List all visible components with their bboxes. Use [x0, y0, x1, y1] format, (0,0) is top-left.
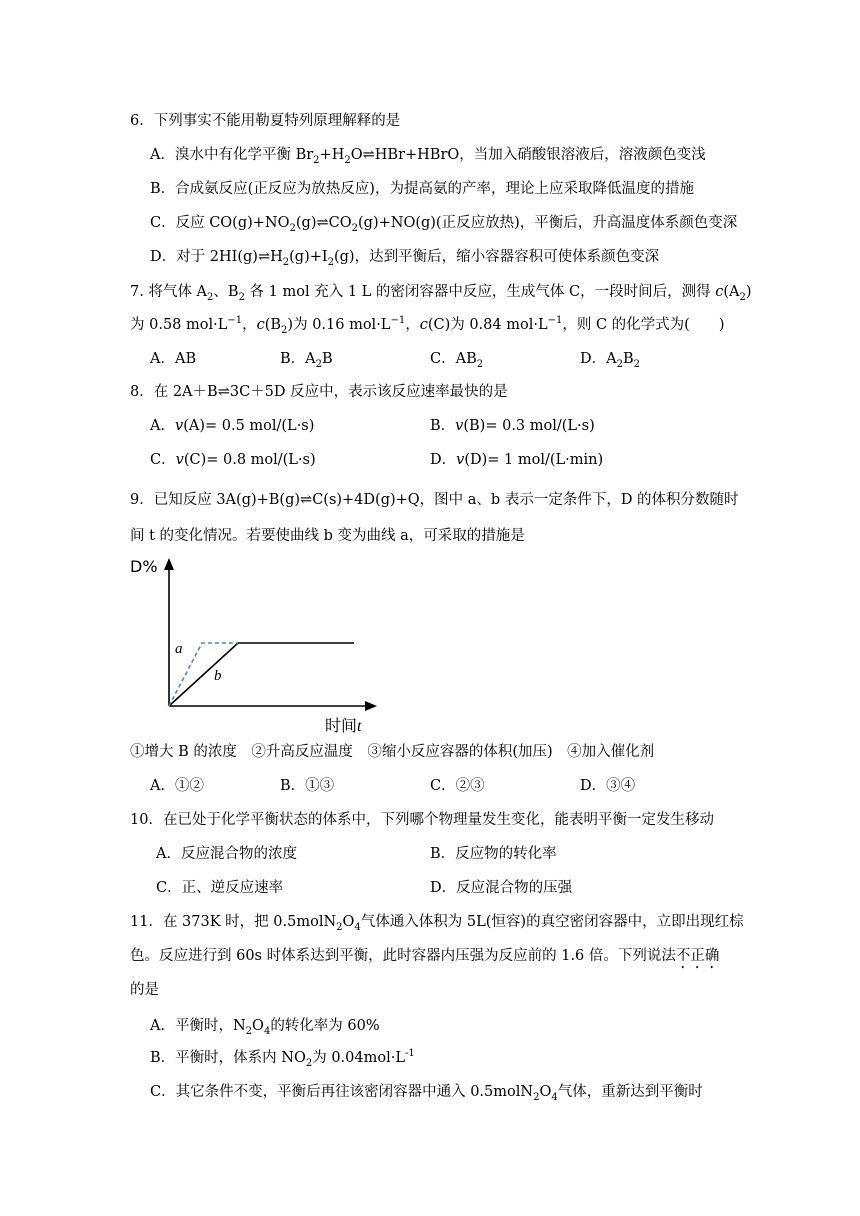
- q7-option-a: A．AB: [150, 351, 197, 367]
- q9-stem-line2: 间 t 的变化情况。若要使曲线 b 变为曲线 a，可采取的措施是: [130, 528, 525, 544]
- q10-stem: 10．在已处于化学平衡状态的体系中，下列哪个物理量发生变化，能表明平衡一定发生移动: [130, 812, 714, 828]
- q7-option-c: C．$AB_2$: [430, 351, 484, 370]
- equilibrium-arrow-icon: ⇌: [362, 147, 375, 163]
- q11-option-a: A．平衡时，$N_2O_4$的转化率为 60%: [150, 1018, 380, 1037]
- y-axis-arrow-icon: [164, 558, 174, 570]
- q11-option-b: B．平衡时，体系内 $NO_2$为 $0.04mol\cdot L^{-1}$: [150, 1048, 415, 1069]
- q9-measures: ①增大 B 的浓度 ②升高反应温度 ③缩小反应容器的体积(加压) ④加入催化剂: [130, 744, 655, 760]
- q10-option-d: D．反应混合物的压强: [430, 880, 573, 896]
- x-axis-label: 时间t: [325, 716, 362, 735]
- q11-stem-line3: 的是: [130, 982, 159, 998]
- x-axis-arrow-icon: [365, 701, 377, 711]
- equilibrium-arrow-icon: ⇌: [217, 384, 230, 400]
- q10-option-b: B．反应物的转化率: [430, 846, 557, 862]
- q6-option-c: C．反应 $CO(g)+NO_2(g)\rightleftharpoons CO_2(g)+NO(g)$(正反应放热)，平衡后，升高温度体系颜色变深: [150, 215, 738, 234]
- equilibrium-arrow-icon: ⇌: [300, 492, 313, 508]
- q9-option-a: A．①②: [150, 778, 204, 794]
- q8-option-b: B．v(B)= 0.3 mol/(L·s): [430, 418, 595, 434]
- q9-option-b: B．①③: [280, 778, 335, 794]
- q7-option-d: D．$A_2B_2$: [580, 351, 641, 370]
- q6-option-d: D．对于 $2HI(g)\rightleftharpoons H_2(g)+I_2(g)$，达到平衡后，缩小容器容积可使体系颜色变深: [150, 249, 660, 268]
- q9-graph: [120, 556, 390, 736]
- curve-b-label: b: [214, 668, 222, 684]
- q11-stem-line2: 色。反应进行到 60s 时体系达到平衡，此时容器内压强为反应前的 1.6 倍。下列说法不正确: [130, 948, 720, 964]
- q9-stem-line1: 9．已知反应 3A(g)+B(g)⇌C(s)+4D(g)+Q，图中 a、b 表示一定条件下，D 的体积分数随时: [130, 492, 739, 508]
- equilibrium-arrow-icon: ⇌: [316, 215, 329, 231]
- emphasis-text: 不正确: [675, 948, 720, 964]
- y-axis-label: D%: [130, 557, 158, 576]
- q9-option-d: D．③④: [580, 778, 636, 794]
- curve-b-line: [169, 643, 354, 706]
- q8-option-d: D．v(D)= 1 mol/(L·min): [430, 452, 604, 468]
- curve-a-label: a: [175, 641, 183, 657]
- q7-stem-line1: 7. 将气体 $A_2$、$B_2$ 各 1 mol 充入 1 L 的密闭容器中反应，生成气体 C，一段时间后，测得 $c(A_2)$: [130, 284, 752, 303]
- equilibrium-arrow-icon: ⇌: [257, 249, 271, 265]
- q9-option-c: C．②③: [430, 778, 485, 794]
- q8-stem: 8．在 2A＋B⇌3C＋5D 反应中，表示该反应速率最快的是: [130, 384, 508, 400]
- q7-stem-line2: 为 0.58 $mol\cdot L^{-1}$，$c(B_2)$为 0.16 $mol\cdot L^{-1}$，c(C)为 0.84 $mol\cdot L^{-1}$，则 C 的化学式为( ): [130, 315, 725, 336]
- q11-stem-line1: 11．在 373K 时，把 $0.5molN_2O_4$气体通入体积为 5L(恒容)的真空密闭容器中，立即出现红棕: [130, 914, 744, 933]
- q7-option-b: B．$A_2B$: [280, 351, 333, 370]
- q6-stem: 6．下列事实不能用勒夏特列原理解释的是: [130, 113, 401, 129]
- q10-option-a: A．反应混合物的浓度: [156, 846, 297, 862]
- q8-option-c: C．v(C)= 0.8 mol/(L·s): [150, 452, 316, 468]
- q10-option-c: C．正、逆反应速率: [156, 880, 284, 896]
- q11-option-c: C．其它条件不变，平衡后再往该密闭容器中通入 $0.5molN_2O_4$气体，重新达到平衡时: [150, 1084, 703, 1103]
- q8-option-a: A．v(A)= 0.5 mol/(L·s): [150, 418, 315, 434]
- q6-option-b: B．合成氨反应(正反应为放热反应)，为提高氨的产率，理论上应采取降低温度的措施: [150, 181, 694, 197]
- q6-option-a: A．溴水中有化学平衡 $Br_2+H_2O\rightleftharpoons HBr+HBrO$，当加入硝酸银溶液后，溶液颜色变浅: [150, 147, 706, 166]
